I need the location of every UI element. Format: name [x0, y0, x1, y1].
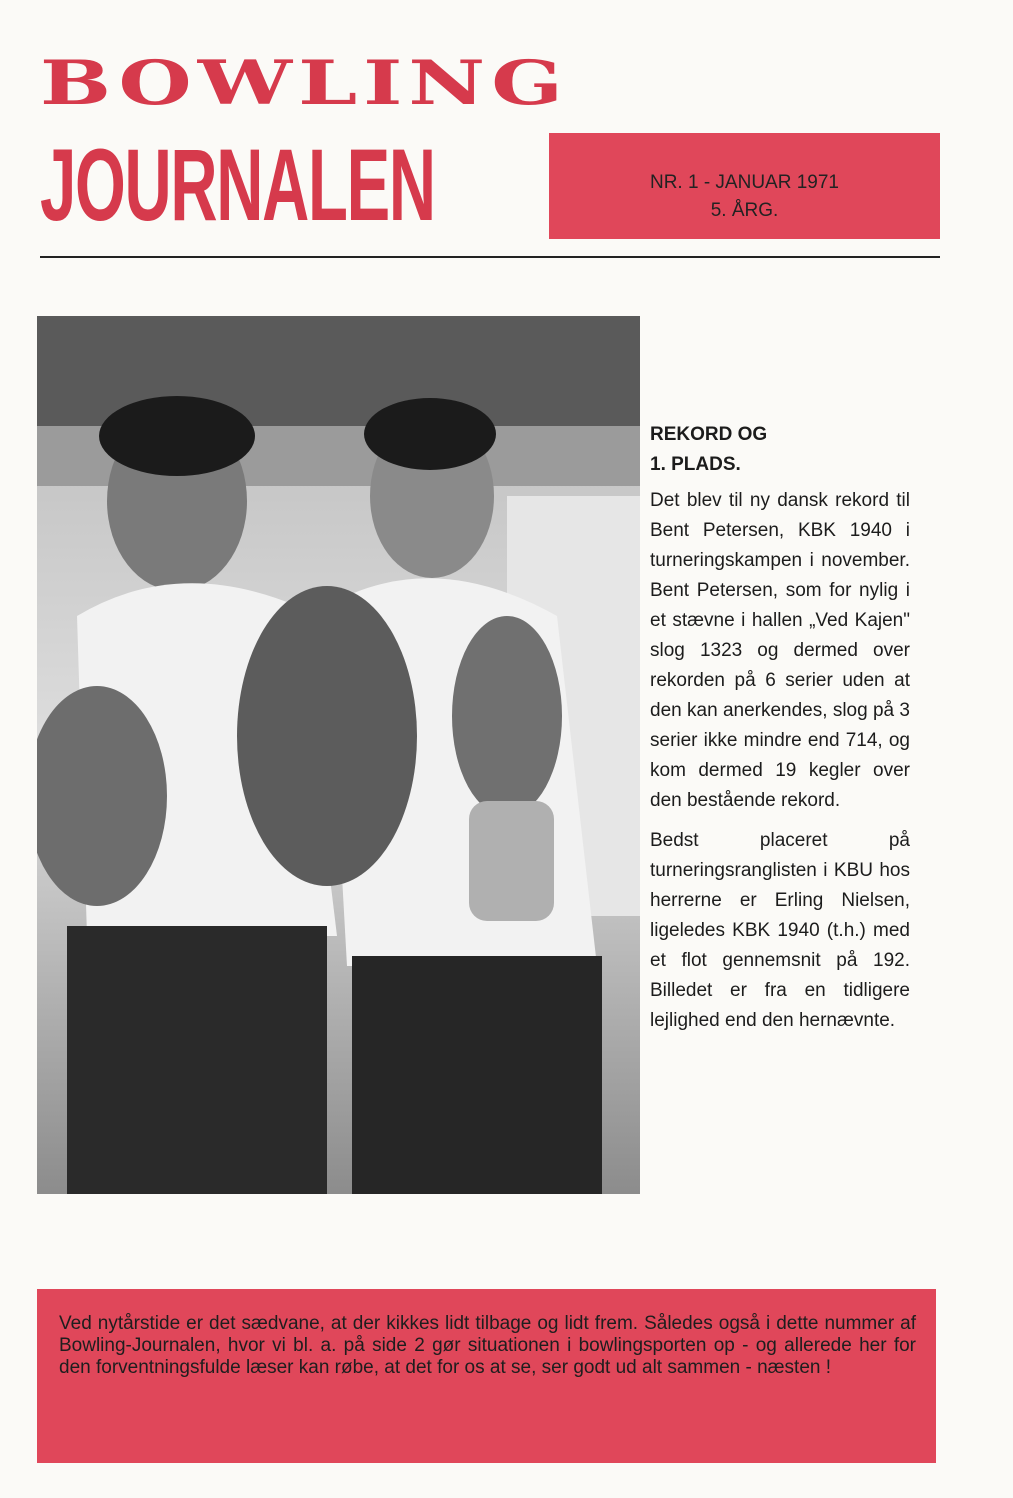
issue-volume: 5. ÅRG. — [710, 200, 779, 221]
article-paragraph: Bedst placeret på turneringsranglisten i KBU hos herrerne er Erling Nielsen, ligeledes KBK 1940 (t.h.) med et flot gennemsnit på 192. Billedet er fra en tidligere lejlighed end den hernævnte. — [650, 830, 910, 1031]
article-title-line1: REKORD OG — [650, 424, 768, 445]
bowlers-photo — [37, 316, 640, 1194]
editorial-banner: Ved nytårstide er det sædvane, at der kikkes lidt tilbage og lidt frem. Således også i dette nummer af Bowling-Journalen, hvor vi bl. a. på side 2 gør situationen i bowlingsporten op - og allerede her for den forventningsfulde læser kan røbe, at det for os at se, ser godt ud alt sammen - næsten ! — [37, 1289, 936, 1463]
article — [650, 420, 910, 1046]
issue-info-box — [549, 133, 940, 239]
masthead-title-bowling: BOWLING — [40, 47, 569, 119]
header-divider — [40, 256, 940, 258]
article-title-line2: 1. PLADS. — [650, 454, 741, 475]
issue-number: NR. 1 - JANUAR 1971 — [649, 172, 839, 193]
article-title — [650, 420, 910, 480]
masthead-title-journalen: JOURNALEN — [40, 128, 435, 242]
article-paragraph: Det blev til ny dansk rekord til Bent Petersen, KBK 1940 i turneringskampen i november. Bent Petersen, som for nylig i et stævne i hallen „Ved Kajen" slog 1323 og dermed over rekorden på 6 serier uden at den kan anerkendes, slog på 3 serier ikke mindre end 714, og kom dermed 19 kegler over den bestående rekord. — [650, 490, 910, 811]
photo-illustration — [37, 316, 640, 1194]
